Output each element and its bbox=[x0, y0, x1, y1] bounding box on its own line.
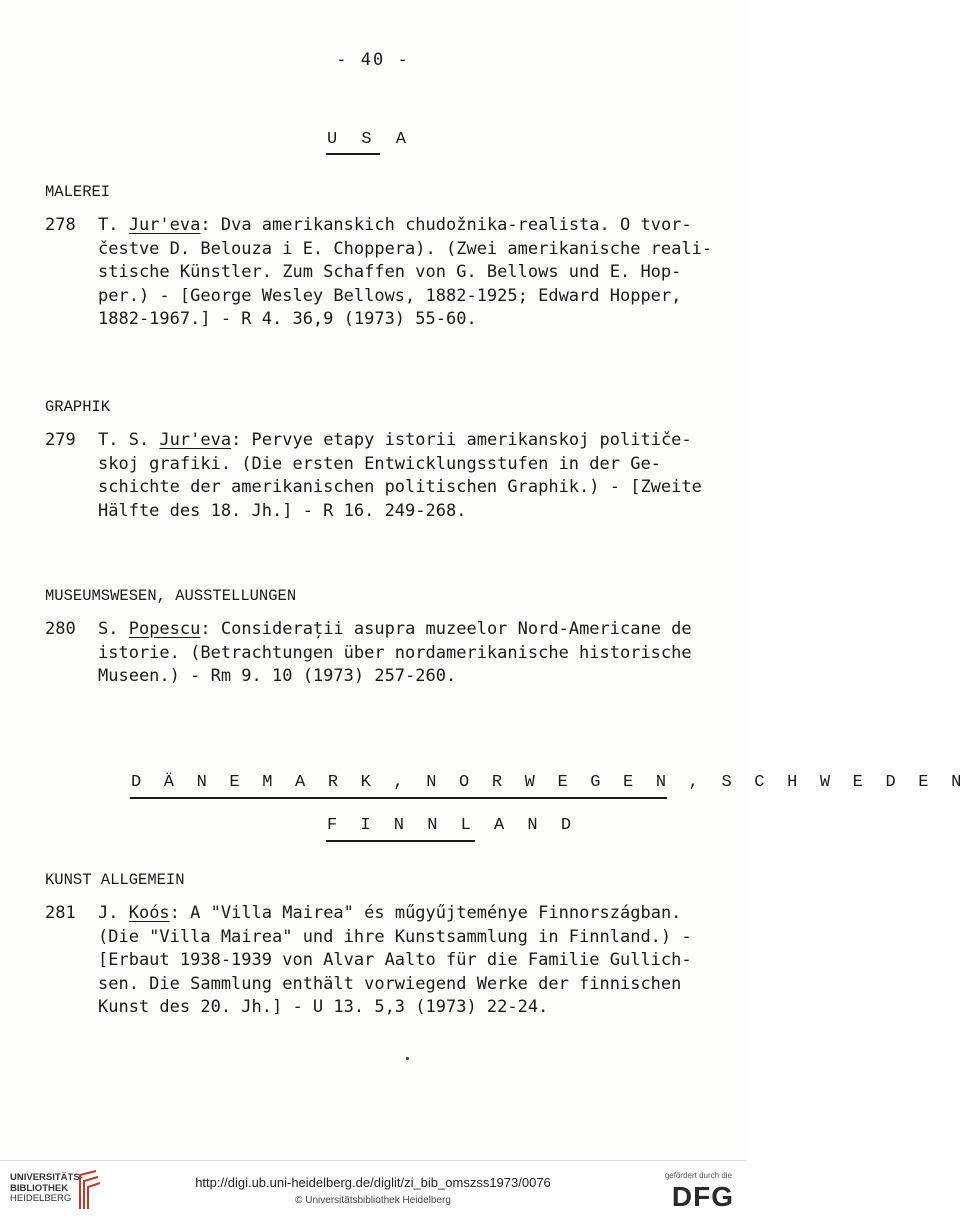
heading-nordic: D Ä N E M A R K , N O R W E G E N , S C H W E D E N bbox=[131, 773, 968, 792]
entry-line: Museen.) - Rm 9. 10 (1973) 257-260. bbox=[98, 666, 457, 686]
entry-line: Hälfte des 18. Jh.] - R 16. 249-268. bbox=[98, 500, 467, 521]
entry-line: sen. Die Sammlung enthält vorwiegend Werke der finnischen bbox=[98, 973, 682, 994]
entry-number: 281 bbox=[45, 903, 76, 923]
entry-number: 278 bbox=[45, 215, 76, 235]
dfg-logo: DFG bbox=[671, 1181, 734, 1212]
entry-line: [Erbaut 1938-1939 von Alvar Aalto für die Familie Gullich- bbox=[98, 950, 692, 970]
copyright-notice: © Universitätsbibliothek Heidelberg bbox=[295, 1195, 451, 1206]
entry-author: Koós bbox=[128, 903, 170, 923]
ink-dot bbox=[406, 1057, 409, 1060]
dfg-caption: gefördert durch die bbox=[664, 1171, 732, 1180]
entry-280 bbox=[45, 618, 735, 689]
entry-line: stische Künstler. Zum Schaffen von G. Bellows und E. Hop- bbox=[98, 262, 682, 282]
heading-finland: F I N N L A N D bbox=[327, 816, 578, 835]
entry-line: istorie. (Betrachtungen über nordamerikanische historische bbox=[98, 642, 692, 663]
source-link[interactable]: http://digi.ub.uni-heidelberg.de/diglit/zi_bib_omszss1973/0076 bbox=[195, 1175, 551, 1190]
heading-finland-underline bbox=[326, 840, 475, 842]
heading-usa: U S A bbox=[327, 130, 414, 149]
entry-line: 1882-1967.] - R 4. 36,9 (1973) 55-60. bbox=[98, 309, 477, 329]
library-name: UNIVERSITÄTS- BIBLIOTHEK HEIDELBERG bbox=[10, 1172, 83, 1204]
entry-line: schichte der amerikanischen politischen Graphik.) - [Zweite bbox=[98, 477, 702, 497]
section-museumswesen: MUSEUMSWESEN, AUSSTELLUNGEN bbox=[45, 587, 297, 605]
page-number: - 40 - bbox=[336, 50, 410, 70]
entry-line: T. S. Jur'eva: Pervye etapy istorii amerikanskoj političe- bbox=[98, 430, 692, 450]
section-graphik: GRAPHIK bbox=[45, 398, 111, 416]
section-kunst-allgemein: KUNST ALLGEMEIN bbox=[45, 871, 185, 889]
entry-author: Popescu bbox=[128, 619, 201, 639]
entry-278 bbox=[45, 214, 735, 332]
heading-nordic-underline bbox=[130, 797, 667, 799]
entry-line: J. Koós: A "Villa Mairea" és műgyűjteménye Finnországban. bbox=[98, 903, 682, 923]
entry-line: per.) - [George Wesley Bellows, 1882-1925; Edward Hopper, bbox=[98, 285, 682, 306]
entry-number: 279 bbox=[45, 430, 76, 450]
entry-281 bbox=[45, 902, 740, 1020]
entry-line: S. Popescu: Considerații asupra muzeelor Nord-Americane de bbox=[98, 619, 692, 639]
entry-author: Jur'eva bbox=[128, 215, 201, 235]
entry-author: Jur'eva bbox=[159, 430, 232, 450]
section-malerei: MALEREI bbox=[45, 183, 111, 201]
entry-line: T. Jur'eva: Dva amerikanskich chudožnika-realista. O tvor- bbox=[98, 215, 692, 235]
entry-line: čestve D. Belouza i E. Choppera). (Zwei amerikanische reali- bbox=[98, 238, 713, 259]
entry-line: (Die "Villa Mairea" und ihre Kunstsammlung in Finnland.) - bbox=[98, 926, 692, 947]
entry-number: 280 bbox=[45, 619, 76, 639]
heading-usa-underline bbox=[326, 153, 380, 155]
entry-279 bbox=[45, 429, 735, 523]
entry-line: skoj grafiki. (Die ersten Entwicklungsstufen in der Ge- bbox=[98, 453, 661, 474]
entry-line: Kunst des 20. Jh.] - U 13. 5,3 (1973) 22-24. bbox=[98, 997, 549, 1017]
footer-bar bbox=[0, 1160, 746, 1218]
